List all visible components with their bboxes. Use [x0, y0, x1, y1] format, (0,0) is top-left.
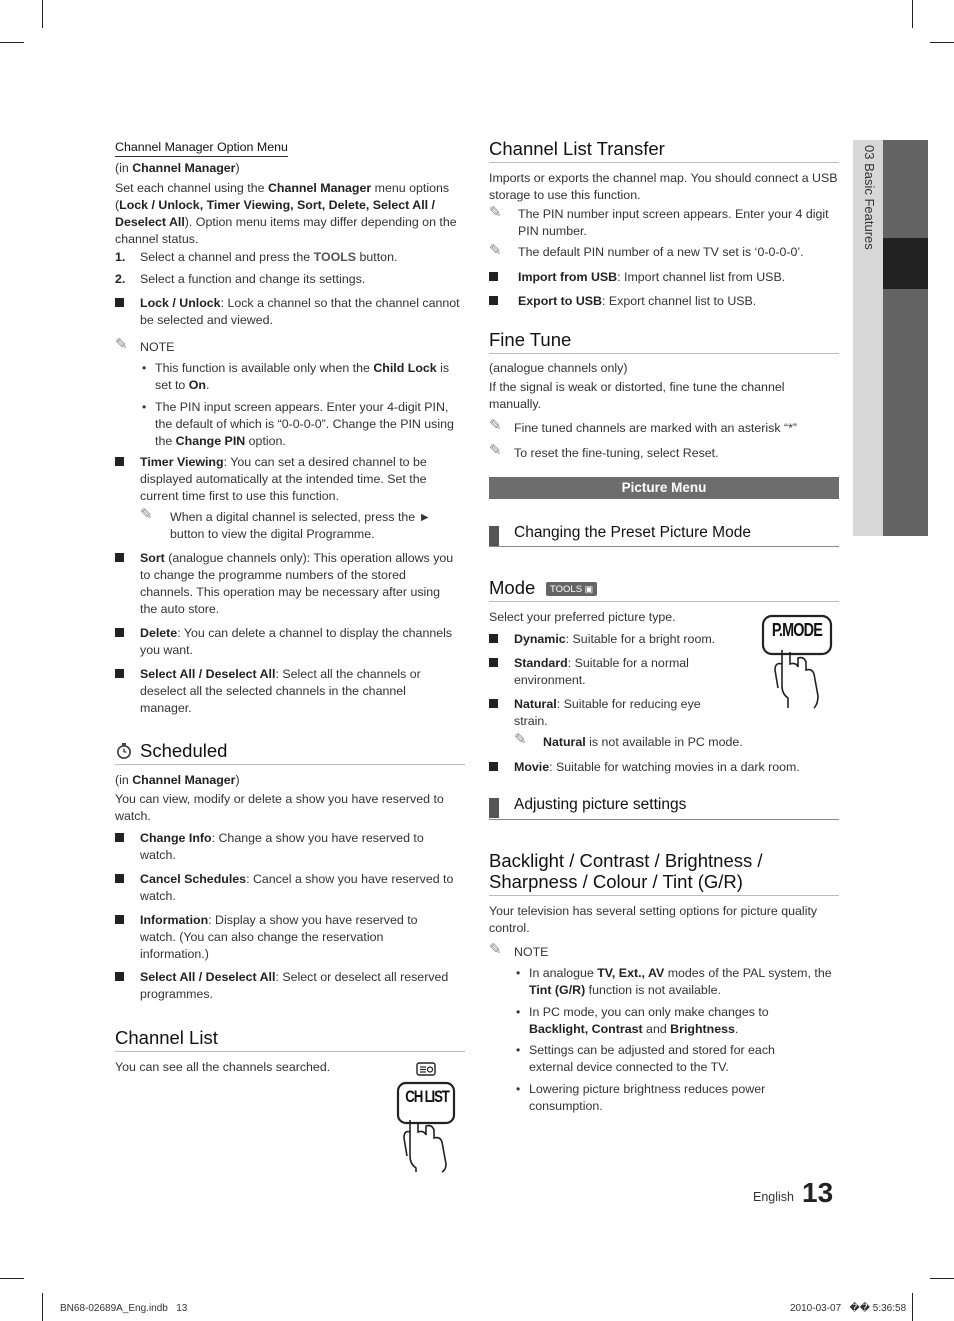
note-pencil-icon: ✎ [115, 336, 128, 353]
crop-mark [912, 1293, 913, 1321]
natural-item: Natural: Suitable for reducing eye strain. [514, 697, 701, 728]
note-label: NOTE [140, 340, 175, 354]
crop-mark [0, 42, 24, 43]
movie-item: Movie: Suitable for watching movies in a dark room. [514, 760, 800, 774]
natural-note: Natural is not available in PC mode. [543, 735, 743, 749]
sort-item: Sort (analogue channels only): This operation allows you to change the programme numbers of the stored channels. This operation may be necessary after using the auto store. [140, 551, 454, 616]
page-number: 13 [802, 1177, 834, 1208]
section-rule [489, 353, 839, 354]
scheduled-title: Scheduled [140, 740, 228, 761]
mode-title: Mode [489, 577, 536, 598]
side-tab-label: 03 Basic Features [862, 145, 877, 250]
bullet-square-icon [489, 296, 498, 305]
fine-note-1: Fine tuned channels are marked with an asterisk “*” [514, 421, 798, 435]
bullet-dot-icon: • [516, 1082, 521, 1096]
bullet-square-icon [115, 628, 124, 637]
ch-list-button-label: CH LIST [405, 1087, 449, 1106]
bullet-square-icon [489, 762, 498, 771]
note-pencil-icon: ✎ [489, 242, 502, 259]
subsection-marker [489, 798, 499, 818]
crop-mark [42, 1293, 43, 1321]
crop-mark [42, 0, 43, 28]
scheduled-desc: You can view, modify or delete a show you have reserved to watch. [115, 792, 444, 823]
backlight-desc: Your television has several setting options for picture quality control. [489, 904, 818, 935]
bullet-square-icon [489, 272, 498, 281]
step-number: 1. [115, 250, 126, 264]
option-menu-intro: Set each channel using the Channel Manager menu options (Lock / Unlock, Timer Viewing, Sort, Delete, Select All / Deselect All). Option menu items may differ depending on the channel status. [115, 181, 457, 246]
bullet-square-icon [115, 833, 124, 842]
p-mode-button-label: P.MODE [771, 620, 823, 640]
change-info-item: Change Info: Change a show you have reserved to watch. [140, 831, 424, 862]
section-rule [489, 601, 839, 602]
tools-icon: ▣ [584, 584, 594, 594]
crop-mark [0, 1278, 24, 1279]
preset-picture-mode-title: Changing the Preset Picture Mode [514, 524, 751, 541]
timer-note: When a digital channel is selected, press the ► button to view the digital Programme. [170, 510, 431, 541]
note-pin: The PIN input screen appears. Enter your 4-digit PIN, the default of which is “0-0-0-0”. Change the PIN using the Change PIN option. [155, 400, 454, 448]
tools-badge: TOOLS ▣ [546, 582, 597, 596]
channel-list-desc: You can see all the channels searched. [115, 1060, 331, 1074]
bullet-square-icon [489, 634, 498, 643]
step-2: Select a function and change its settings. [140, 272, 366, 286]
footer-file: BN68-02689A_Eng.indb 13 [60, 1303, 188, 1314]
bullet-dot-icon: • [516, 966, 521, 980]
in-channel-manager: (in Channel Manager) [115, 161, 240, 175]
note-pencil-icon: ✎ [489, 442, 502, 459]
bullet-dot-icon: • [142, 361, 147, 375]
export-usb-item: Export to USB: Export channel list to USB. [518, 294, 757, 308]
bullet-square-icon [489, 658, 498, 667]
side-tab-active [883, 238, 928, 289]
bullet-dot-icon: • [516, 1043, 521, 1057]
import-usb-item: Import from USB: Import channel list from USB. [518, 270, 786, 284]
adjusting-title: Adjusting picture settings [514, 796, 687, 813]
footer-date: 2010-03-07 �� 5:36:58 [790, 1303, 907, 1314]
clt-note-2: The default PIN number of a new TV set is ‘0-0-0-0’. [518, 245, 804, 259]
information-item: Information: Display a show you have reserved to watch. (You can also change the reservation information.) [140, 913, 418, 961]
step-number: 2. [115, 272, 126, 286]
bullet-dot-icon: • [142, 400, 147, 414]
bullet-square-icon [115, 972, 124, 981]
standard-item: Standard: Suitable for a normal environment. [514, 656, 689, 687]
section-rule [489, 895, 839, 896]
backlight-title-line-2: Sharpness / Colour / Tint (G/R) [489, 871, 743, 892]
note-pencil-icon: ✎ [489, 941, 502, 958]
fine-note-2: To reset the fine-tuning, select Reset. [514, 446, 719, 460]
backlight-note-1: In analogue TV, Ext., AV modes of the PAL system, the Tint (G/R) function is not available. [529, 966, 832, 997]
section-rule [115, 1051, 465, 1052]
step-1: Select a channel and press the TOOLS button. [140, 250, 398, 264]
bullet-square-icon [115, 915, 124, 924]
section-rule [489, 162, 839, 163]
section-rule [489, 819, 839, 820]
channel-list-title: Channel List [115, 1027, 218, 1048]
select-all-item: Select All / Deselect All: Select all the channels or deselect all the selected channels in the channel manager. [140, 667, 421, 715]
picture-menu-bar: Picture Menu [489, 477, 839, 499]
note-label: NOTE [514, 945, 549, 959]
clt-desc: Imports or exports the channel map. You should connect a USB storage to use this function. [489, 171, 838, 202]
section-rule [115, 764, 465, 765]
note-pencil-icon: ✎ [514, 731, 527, 748]
footer-language: English [753, 1190, 794, 1204]
note-pencil-icon: ✎ [489, 417, 502, 434]
bullet-square-icon [115, 457, 124, 466]
channel-list-transfer-title: Channel List Transfer [489, 138, 665, 159]
subsection-marker [489, 526, 499, 546]
delete-item: Delete: You can delete a channel to display the channels you want. [140, 626, 453, 657]
bullet-square-icon [115, 553, 124, 562]
ch-list-button-icon [396, 1060, 460, 1175]
crop-mark [930, 1278, 954, 1279]
crop-mark [912, 0, 913, 28]
fine-tune-desc: If the signal is weak or distorted, fine tune the channel manually. [489, 380, 785, 411]
scheduled-in: (in Channel Manager) [115, 773, 240, 787]
note-pencil-icon: ✎ [140, 506, 153, 523]
dynamic-item: Dynamic: Suitable for a bright room. [514, 632, 716, 646]
clock-icon [115, 742, 133, 760]
select-deselect-item: Select All / Deselect All: Select or deselect all reserved programmes. [140, 970, 449, 1001]
bullet-square-icon [115, 298, 124, 307]
fine-tune-title: Fine Tune [489, 329, 572, 350]
option-menu-title: Channel Manager Option Menu [115, 139, 288, 157]
bullet-square-icon [489, 699, 498, 708]
backlight-title-line-1: Backlight / Contrast / Brightness / [489, 850, 763, 871]
timer-viewing-item: Timer Viewing: You can set a desired channel to be displayed automatically at the intended time. Set the current time first to use this function. [140, 455, 427, 503]
clt-note-1: The PIN number input screen appears. Enter your 4 digit PIN number. [518, 207, 829, 238]
crop-mark [930, 42, 954, 43]
bullet-dot-icon: • [516, 1005, 521, 1019]
note-child-lock: This function is available only when the Child Lock is set to On. [155, 361, 450, 392]
side-tab-dark [883, 140, 928, 536]
cancel-schedules-item: Cancel Schedules: Cancel a show you have reserved to watch. [140, 872, 454, 903]
mode-desc: Select your preferred picture type. [489, 610, 676, 624]
bullet-square-icon [115, 669, 124, 678]
note-pencil-icon: ✎ [489, 204, 502, 221]
backlight-note-3: Settings can be adjusted and stored for each external device connected to the TV. [529, 1043, 775, 1074]
lock-unlock-item: Lock / Unlock: Lock a channel so that the channel cannot be selected and viewed. [140, 296, 460, 327]
backlight-note-4: Lowering picture brightness reduces power consumption. [529, 1082, 766, 1113]
bullet-square-icon [115, 874, 124, 883]
backlight-note-2: In PC mode, you can only make changes to Backlight, Contrast and Brightness. [529, 1005, 769, 1036]
section-rule [489, 546, 839, 547]
fine-tune-sub: (analogue channels only) [489, 361, 628, 375]
